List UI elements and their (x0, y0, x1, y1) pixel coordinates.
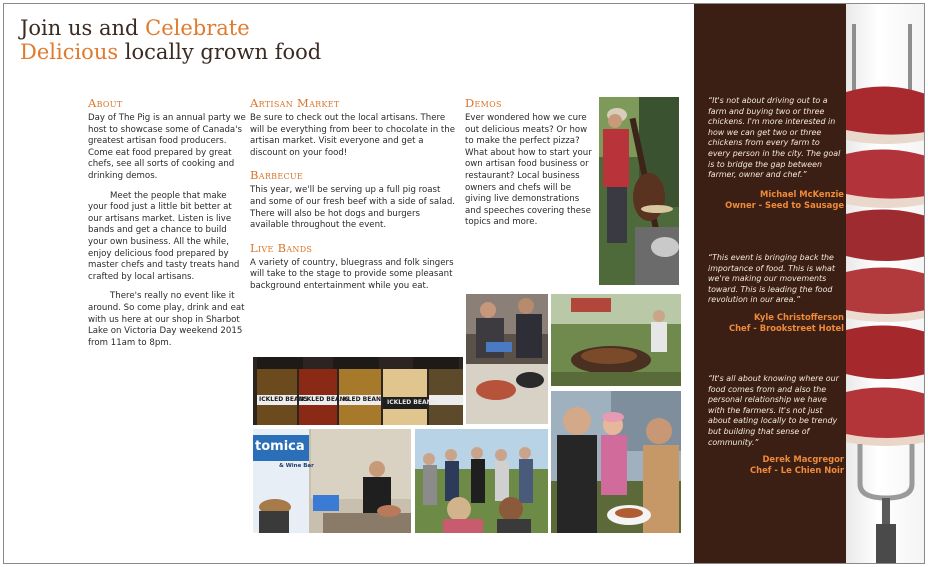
photo-crowd (414, 428, 549, 534)
musician-illustration (599, 97, 680, 286)
photo-family (550, 390, 682, 534)
jars-illustration (253, 357, 464, 426)
quote-block (708, 374, 844, 476)
quote-role: Owner - Seed to Sausage (725, 199, 844, 210)
headline-accent: Celebrate (145, 16, 250, 40)
fork-meat-strip (846, 4, 925, 564)
crowd-illustration (415, 429, 549, 534)
quote-role: Chef - Le Chien Noir (750, 465, 844, 476)
quote-role: Chef - Brookstreet Hotel (728, 322, 844, 333)
quote-block (708, 253, 844, 334)
section-title: Live Bands (250, 240, 313, 255)
fork-meat-illustration (846, 4, 925, 564)
quote-author: Kyle Christofferson (753, 311, 844, 322)
quote-text: “This event is bringing back the importance of food. This is what we're making our movements toward. This is leading the food revolution in our area.” (708, 253, 835, 305)
photo-serving (465, 293, 549, 425)
jar-label: ICKLED BEANS (259, 396, 308, 403)
headline-accent: Delicious (20, 40, 119, 64)
photo-musician (598, 96, 680, 286)
section-title: Demos (465, 96, 502, 110)
about-section (88, 96, 248, 349)
paragraph: Be sure to check out the local artisans. There will be everything from beer to chocolate in the artisan market. Visit everyone and get a discount on your food! (250, 113, 456, 158)
family-illustration (551, 391, 682, 534)
serving-illustration (466, 294, 549, 425)
paragraph: This year, we'll be serving up a full pig roast and some of our fresh beef with a side of salad. There will also be hot dogs and burgers available throughout the event. (250, 185, 456, 231)
headline-part: Join us and (20, 16, 146, 40)
jar-label: ICKLED BEANS (300, 396, 349, 403)
photo-chef-demo (252, 428, 412, 534)
page-headline (20, 16, 321, 64)
quote-author: Michael McKenzie (760, 188, 844, 199)
paragraph: Meet the people that make your food just a little bit better at our artisans market. Listen is live bands and get a chance to build your own business. All the while, enjoy delicious food prepared by master chefs and tasty treats hand crafted by local artisans. (88, 190, 240, 282)
banner-subtext: & Wine Bar (279, 463, 314, 469)
banner-text: tomica (255, 439, 305, 454)
middle-column (250, 96, 456, 293)
pig-roast-illustration (551, 294, 682, 387)
section-title: Barbecue (250, 168, 304, 183)
paragraph: Ever wondered how we cure out delicious meats? Or how to make the perfect pizza? What about how to start your own artisan food business or restaurant? Local business owners and chefs will be giving live demonstrations and speeches covering these topics and more. (465, 113, 592, 228)
paragraph: There's really no event like it around. So come play, drink and eat with us here at our shop in Sharbot Lake on Victoria Day weekend 2015 from 11am to 8pm. (88, 291, 245, 348)
paragraph: A variety of country, bluegrass and folk singers will take to the stage to provide some pleasant background entertainment while you eat. (250, 257, 454, 291)
jar-label: KLED BEAN (343, 396, 381, 403)
quote-text: “It's not about driving out to a farm and buying two or three chickens. I'm more interested in how we can get two or three chickens from every farm to every person in the city. The goal is to bridge the gap between farmer, owner and chef.” (708, 96, 841, 180)
quote-text: “It's all about knowing where our food comes from and also the personal relationship we have with the farmers. It's not just about eating locally to be trendy but building that sense of community.” (708, 374, 839, 447)
brochure-page (3, 3, 925, 564)
section-title: About (88, 96, 123, 110)
quote-author: Derek Macgregor (762, 454, 844, 465)
jar-label: ICKLED BEANS (387, 399, 436, 406)
paragraph: Day of The Pig is an annual party we host to showcase some of Canada's greatest artisan food producers. Come eat food prepared by great chefs, see all sorts of cooking and drinking demos. (88, 113, 246, 181)
quote-block (708, 96, 844, 211)
photo-jars (252, 356, 464, 426)
section-title: Artisan Market (250, 96, 340, 110)
demos-section (465, 96, 595, 229)
photo-pig-roast (550, 293, 682, 387)
headline-part: locally grown food (118, 40, 322, 64)
